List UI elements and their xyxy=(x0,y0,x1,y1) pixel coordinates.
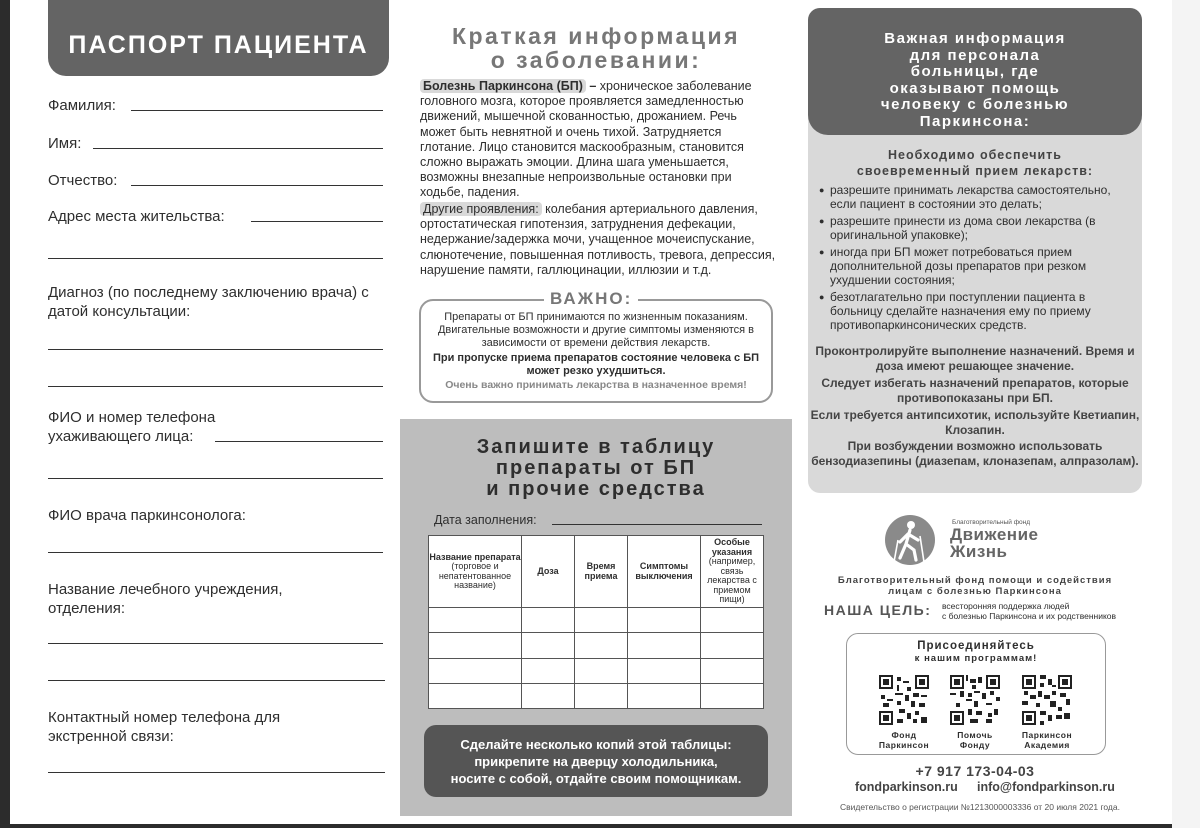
table-cell[interactable] xyxy=(628,683,701,708)
col-dose-header xyxy=(522,536,575,608)
diagnosis-line-1[interactable] xyxy=(48,349,383,350)
copy-note-line-3: носите с собой, отдайте своим помощникам. xyxy=(450,770,742,786)
qr-label-academy-line-1: Паркинсон xyxy=(1021,730,1073,740)
staff-note-3: Если требуется антипсихотик, используйте Кветиапин, Клозапин. xyxy=(810,408,1140,437)
staff-header-text xyxy=(808,31,1142,130)
qr-code-academy-icon[interactable] xyxy=(1022,675,1072,725)
surname-line[interactable] xyxy=(131,110,383,111)
page-edge xyxy=(1172,0,1200,828)
staff-subtitle xyxy=(808,147,1142,179)
col-notes-title: Особые указания xyxy=(711,537,753,557)
copy-note xyxy=(424,725,768,797)
important-title: ВАЖНО: xyxy=(544,289,638,309)
goal-text-line-1: всесторонняя поддержка людей xyxy=(942,601,1070,611)
table-cell[interactable] xyxy=(522,658,575,683)
copy-note-line-2: прикрепите на дверцу холодильника, xyxy=(474,753,718,769)
qr-code-fund-icon[interactable] xyxy=(879,675,929,725)
institution-line-1[interactable] xyxy=(48,643,383,644)
goal-text-line-2: с болезнью Паркинсона и их родственников xyxy=(942,611,1117,621)
patronymic-label: Отчество: xyxy=(48,172,118,189)
table-cell[interactable] xyxy=(522,683,575,708)
col-name-title: Название препарата xyxy=(429,551,521,562)
col-symptoms-title: Симптомы выключения xyxy=(635,561,693,581)
fund-logo-name xyxy=(950,526,1038,560)
copy-note-line-1: Сделайте несколько копий этой таблицы: xyxy=(460,736,732,752)
doctor-line[interactable] xyxy=(48,552,383,553)
list-item: ● безотлагательно при поступлении пациента в больницу сделайте назначения ему по приему противопаркинсонических средств. xyxy=(819,290,1137,332)
important-text-1: Препараты от БП принимаются по жизненным показаниям. Двигательные возможности и другие симптомы изменяются в зависимости от времени действия лекарств. xyxy=(437,311,754,349)
info-title-line-2: о заболевании: xyxy=(490,47,702,73)
qr-label-fund-line-1: Фонд xyxy=(891,730,917,740)
meds-table-header xyxy=(429,536,764,608)
table-cell[interactable] xyxy=(575,658,628,683)
staff-header-line-6: Паркинсона: xyxy=(919,112,1031,130)
table-row xyxy=(429,633,764,658)
table-cell[interactable] xyxy=(575,633,628,658)
col-notes-note: (например, связь лекарства с приемом пищи) xyxy=(707,556,757,605)
patronymic-line[interactable] xyxy=(131,185,383,186)
disease-text: хроническое заболевание головного мозга, которое проявляется замедленностью движений, мышечной скованностью, дрожанием. Речь может быть невнятной и очень тихой. Затрудняется глотание. Лицо становится маскообразным, становится сложно выражать эмоции. Длина шага уменьшается, возможны внезапные непроизвольные остановки при ходьбе, падения. xyxy=(420,79,752,200)
caregiver-line-1[interactable] xyxy=(215,441,383,442)
col-symptoms-header xyxy=(628,536,701,608)
table-cell[interactable] xyxy=(429,658,522,683)
fund-logo-line-2: Жизнь xyxy=(950,542,1008,561)
fund-description-line-2: лицам с болезнью Паркинсона xyxy=(888,586,1062,597)
table-cell[interactable] xyxy=(628,608,701,633)
staff-note-4: При возбуждении возможно использовать бензодиазепины (диазепам, клоназепам, алпразолам). xyxy=(811,439,1139,468)
address-line-2[interactable] xyxy=(48,258,383,259)
table-cell[interactable] xyxy=(429,683,522,708)
caregiver-label: ФИО и номер телефона ухаживающего лица: xyxy=(48,409,216,445)
date-label: Дата заполнения: xyxy=(434,513,537,527)
col-name-header xyxy=(429,536,522,608)
diagnosis-label: Диагноз (по последнему заключению врача) с датой консультации: xyxy=(48,284,369,320)
staff-header-line-2: для персонала xyxy=(909,46,1041,64)
meds-title xyxy=(400,437,792,500)
disease-term: Болезнь Паркинсона (БП) xyxy=(420,79,586,93)
table-cell[interactable] xyxy=(575,608,628,633)
qr-label-academy xyxy=(1012,731,1082,750)
other-paragraph xyxy=(420,202,776,278)
staff-header-line-1: Важная информация xyxy=(884,30,1066,47)
table-cell[interactable] xyxy=(429,633,522,658)
table-cell[interactable] xyxy=(522,608,575,633)
goal-text xyxy=(942,601,1116,621)
date-line[interactable] xyxy=(552,524,762,525)
fund-email-link[interactable]: info@fondparkinson.ru xyxy=(977,780,1115,794)
table-cell[interactable] xyxy=(575,683,628,708)
table-row xyxy=(429,683,764,708)
table-cell[interactable] xyxy=(628,633,701,658)
list-item: ● иногда при БП может потребоваться прием дополнительной дозы препаратов при резком ухудшении состояния; xyxy=(819,245,1137,287)
emergency-line[interactable] xyxy=(48,772,385,773)
important-text-3: Очень важно принимать лекарства в назначенное время! xyxy=(445,379,747,391)
fund-logo-line-1: Движение xyxy=(950,525,1039,544)
join-title-line-1: Присоединяйтесь xyxy=(917,640,1035,652)
address-line-1[interactable] xyxy=(251,221,383,222)
table-row xyxy=(429,608,764,633)
table-cell[interactable] xyxy=(701,683,764,708)
institution-label: Название лечебного учреждения, отделения: xyxy=(48,581,283,617)
qr-label-fund xyxy=(869,731,939,750)
list-item: ● разрешите принести из дома свои лекарства (в оригинальной упаковке); xyxy=(819,214,1137,242)
goal-label: НАША ЦЕЛЬ: xyxy=(824,602,932,618)
staff-note-1: Проконтролируйте выполнение назначений. Время и доза имеют решающее значение. xyxy=(815,344,1135,373)
other-text: колебания артериального давления, ортостатическая гипотензия, затруднения дефекации, недержание/задержка мочи, учащенное мочеиспускание, слюнотечение, повышенная потливость, тревога, депрессия, нарушение памяти, галлюцинации, иллюзии и т.д. xyxy=(420,202,776,277)
staff-bullets xyxy=(819,183,1137,335)
qr-label-academy-line-2: Академия xyxy=(1024,739,1070,750)
qr-code-donate-icon[interactable] xyxy=(950,675,1000,725)
col-name-note: (торговое и непатентованное название) xyxy=(438,561,512,590)
doctor-label: ФИО врача паркинсонолога: xyxy=(48,507,246,524)
other-term: Другие проявления: xyxy=(420,202,542,216)
staff-subtitle-line-2: своевременный прием лекарств: xyxy=(856,164,1094,178)
meds-title-line-3: и прочие средства xyxy=(486,478,706,500)
fund-logo-small: Благотворительный фонд xyxy=(952,519,1031,526)
walking-person-logo-icon xyxy=(884,514,936,566)
col-notes-header xyxy=(701,536,764,608)
table-cell[interactable] xyxy=(628,658,701,683)
meds-title-line-2: препараты от БП xyxy=(495,457,697,479)
col-time-title: Время приема xyxy=(584,561,618,581)
diagnosis-line-2[interactable] xyxy=(48,386,383,387)
address-label: Адрес места жительства: xyxy=(48,208,225,225)
staff-note-2: Следует избегать назначений препаратов, которые противопоказаны при БП. xyxy=(821,376,1129,405)
registration-note: Свидетельство о регистрации №1213000003336 от 20 июля 2021 года. xyxy=(840,802,1120,812)
name-label: Имя: xyxy=(48,135,82,152)
surname-label: Фамилия: xyxy=(48,97,116,114)
join-title xyxy=(846,640,1106,664)
name-line[interactable] xyxy=(93,148,383,149)
caregiver-line-2[interactable] xyxy=(48,478,383,479)
emergency-label: Контактный номер телефона для экстренной связи: xyxy=(48,709,281,745)
info-title xyxy=(400,24,792,72)
staff-header-line-4: оказывают помощь xyxy=(889,79,1061,97)
fund-site-link[interactable]: fondparkinson.ru xyxy=(855,780,958,794)
important-text-2: При пропуске приема препаратов состояние человека с БП может резко ухудшиться. xyxy=(432,352,760,377)
meds-title-line-1: Запишите в таблицу xyxy=(476,436,716,458)
disease-dash: – xyxy=(585,79,600,93)
list-item: ● разрешите принимать лекарства самостоятельно, если пациент в состоянии это делать; xyxy=(819,183,1137,211)
table-cell[interactable] xyxy=(701,608,764,633)
staff-header-line-5: человеку с болезнью xyxy=(880,96,1070,113)
qr-label-fund-line-2: Паркинсон xyxy=(878,739,930,750)
qr-label-donate-line-2: Фонду xyxy=(959,739,991,750)
passport-title: ПАСПОРТ ПАЦИЕНТА xyxy=(48,0,389,76)
info-title-line-1: Краткая информация xyxy=(451,23,741,49)
fund-description xyxy=(808,575,1142,597)
table-cell[interactable] xyxy=(701,658,764,683)
fund-phone[interactable]: +7 917 173-04-03 xyxy=(915,763,1035,779)
fund-description-line-1: Благотворительный фонд помощи и содействия xyxy=(837,575,1113,586)
table-row xyxy=(429,658,764,683)
join-title-line-2: к нашим программам! xyxy=(914,653,1038,664)
col-time-header xyxy=(575,536,628,608)
table-cell[interactable] xyxy=(522,633,575,658)
disease-paragraph xyxy=(420,79,770,201)
staff-header-line-3: больницы, где xyxy=(910,63,1040,80)
table-cell[interactable] xyxy=(701,633,764,658)
staff-subtitle-line-1: Необходимо обеспечить xyxy=(888,148,1062,162)
col-dose-title: Доза xyxy=(537,565,559,576)
table-cell[interactable] xyxy=(429,608,522,633)
meds-table xyxy=(428,535,764,709)
qr-label-donate xyxy=(940,731,1010,750)
qr-label-donate-line-1: Помочь xyxy=(957,730,993,740)
institution-line-2[interactable] xyxy=(48,680,385,681)
